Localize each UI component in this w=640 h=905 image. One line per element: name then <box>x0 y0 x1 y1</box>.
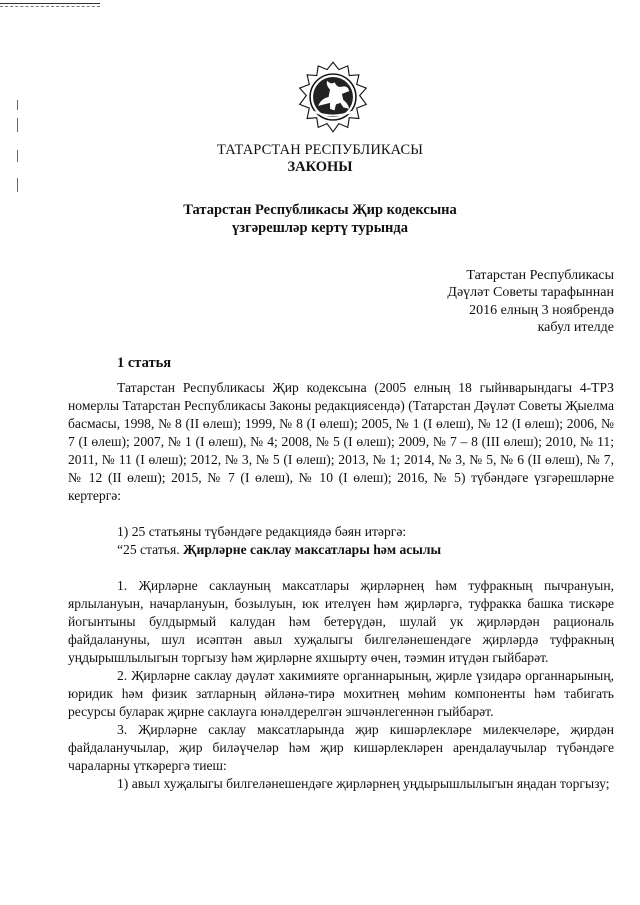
paragraph-3: 3. Җирләрне саклау максатларында җир кишәрлекләре милекчеләре, җирдән файдаланучылар, җир биләүчеләр һәм җир кишәрлекләрен арендалаучылар түбәндәге чараларны үткәрергә тиеш: <box>68 722 614 773</box>
scan-edge-mark <box>0 3 100 7</box>
item-1: 1) 25 статьяны түбәндәге редакциядә бәян итәргә: <box>117 524 407 539</box>
quote-title: Җирләрне саклау максатлары һәм асылы <box>183 542 442 557</box>
republic-name: ТАТАРСТАН РЕСПУБЛИКАСЫ <box>216 142 424 158</box>
adoption-line: Дәүләт Советы тарафыннан <box>447 285 614 301</box>
paragraph-1: 1. Җирләрне саклауның максатлары җирләрнең һәм туфракның пычрануын, ярлылануын, начарлануын, бозылуын, юк ителүен һәм җирләргә, туфракка башка тискәре йогынтыны булдырмый калудан һәм бетерүдән, шулай ук җирләрдән рациональ файдалануны, шул исәптән авыл хуҗалыгы билгеләнешендәге җирләрдә туфракның уңдырышлылыгын торгызу һәм җирләрне яхшырту өчен, тәэмин итүдән гыйбарәт. <box>68 578 614 665</box>
adoption-line: Татарстан Республикасы <box>466 268 614 283</box>
adoption-line: кабул ителде <box>537 320 614 336</box>
paragraph-2: 2. Җирләрне саклау дәүләт хакимияте органнарының, җирле үзидарә органнарының, юридик һәм физик затларның әйләнә-тирә мохитнең мөһим компоненты һәм табигать ресурсы буларак җирне саклауга юнәлдерелгән эшчәнлегеннән гыйбарәт. <box>68 668 614 719</box>
quoted-article-title <box>68 541 614 559</box>
quote-prefix: “25 статья. <box>117 542 184 557</box>
scan-edge-mark <box>17 178 18 192</box>
adoption-line: 2016 елның 3 ноябрендә <box>469 302 614 318</box>
paragraph-4: 1) авыл хуҗалыгы билгеләнешендәге җирләрнең уңдырышлылыгын яңадан торгызу; <box>117 776 610 791</box>
article-body <box>68 379 614 793</box>
scan-edge-mark <box>17 100 18 110</box>
article-heading: 1 статья <box>117 355 172 371</box>
scan-edge-mark <box>17 118 18 132</box>
law-title-line-2: үзгәрешләр кертү турында <box>232 220 408 236</box>
coat-of-arms-icon <box>296 60 370 134</box>
law-title-line-1: Татарстан Республикасы Җир кодексына <box>183 202 457 218</box>
adoption-block <box>447 267 614 337</box>
intro-paragraph: Татарстан Республикасы Җир кодексына (2005 елның 18 гыйнварындагы 4-ТРЗ номерлы Татарстан Республикасы Законы редакциясендә) (Татарстан Дәүләт Советы Җыелма басмасы, 1998, № 8 (II өлеш); 1999, № 8 (I өлеш); 2005, № 1 (I өлеш), № 12 (I өлеш); 2006, № 7 (I өлеш); 2007, № 1 (I өлеш), № 4; 2008, № 5 (I өлеш); 2009, № 7 – 8 (III өлеш); 2010, № 11; 2011, № 11 (I өлеш); 2012, № 3, № 5 (I өлеш); 2013, № 1; 2014, № 3, № 5, № 6 (II өлеш), № 7, № 12 (II өлеш); 2015, № 7 (I өлеш), № 10 (I өлеш); 2016, № 5) түбәндәге үзгәрешләрне кертергә: <box>68 380 614 503</box>
laws-heading: ЗАКОНЫ <box>287 159 353 175</box>
